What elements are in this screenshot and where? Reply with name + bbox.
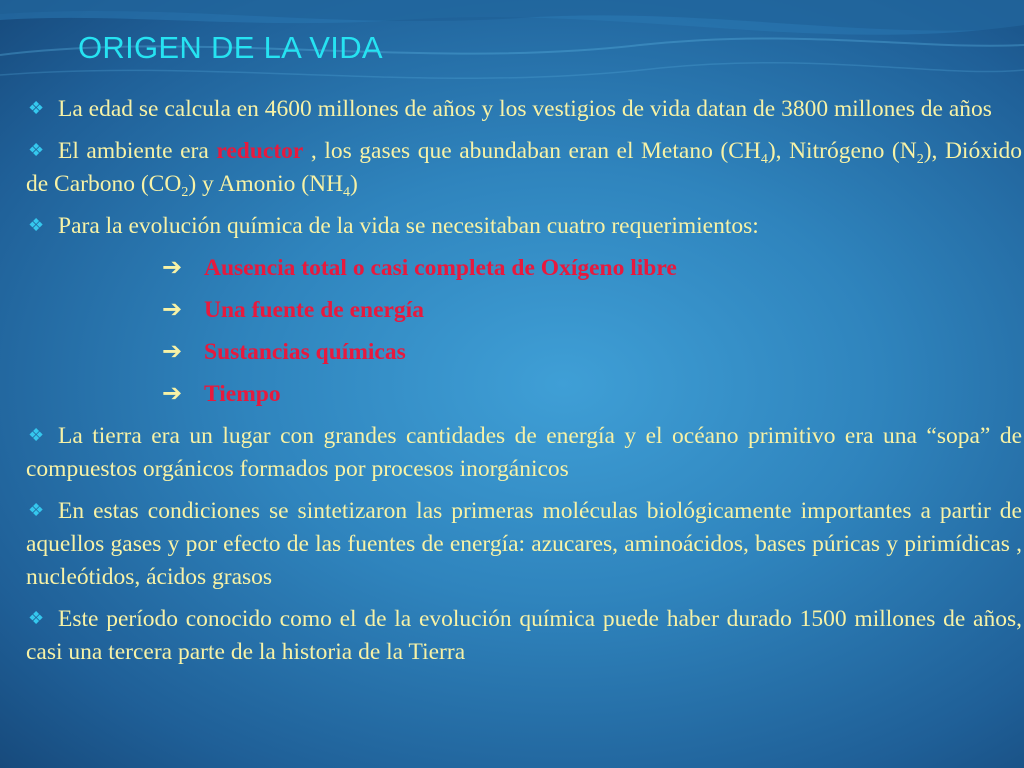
diamond-bullet-icon: ❖	[28, 98, 45, 118]
diamond-bullet-icon: ❖	[28, 608, 45, 628]
subscript: 2	[181, 185, 189, 200]
requirement-text: Tiempo	[204, 381, 281, 407]
requirement-text: Ausencia total o casi completa de Oxígeno libre	[204, 255, 677, 281]
slide-content	[26, 92, 1022, 677]
arrow-right-icon: ➔	[162, 337, 183, 365]
bullet-text: Este período conocido como el de la evolución química puede haber durado 1500 millones de años, casi una tercera parte de la historia de la Tierra	[26, 606, 1022, 665]
bullet-text: La edad se calcula en 4600 millones de años y los vestigios de vida datan de 3800 millones de años	[58, 96, 992, 122]
bullet-item	[26, 209, 1022, 243]
bullet-text: ), Nitrógeno (N	[767, 138, 917, 164]
requirement-item	[26, 377, 1022, 411]
diamond-bullet-icon: ❖	[28, 140, 45, 160]
requirement-item	[26, 293, 1022, 327]
requirement-item	[26, 335, 1022, 369]
requirement-item	[26, 251, 1022, 285]
arrow-right-icon: ➔	[162, 295, 183, 323]
bullet-text: En estas condiciones se sintetizaron las primeras moléculas biológicamente importantes a partir de aquellos gases y por efecto de las fuentes de energía: azucares, aminoácidos, bases púricas y pirimídicas , nucleótidos, ácidos grasos	[26, 498, 1022, 590]
bullet-text: , los gases que abundaban eran el Metano (CH	[303, 138, 761, 164]
diamond-bullet-icon: ❖	[28, 215, 45, 235]
diamond-bullet-icon: ❖	[28, 425, 45, 445]
bullet-item	[26, 494, 1022, 594]
bullet-text: ) y Amonio (NH	[188, 171, 344, 197]
bullet-text: )	[350, 171, 358, 197]
subscript: 4	[760, 152, 768, 167]
arrow-right-icon: ➔	[162, 379, 183, 407]
bullet-item	[26, 92, 1022, 126]
bullet-item	[26, 419, 1022, 486]
subscript: 2	[916, 152, 924, 167]
bullet-text: El ambiente era	[58, 138, 217, 164]
slide-title: ORIGEN DE LA VIDA	[78, 30, 383, 65]
highlight-word: reductor	[216, 138, 304, 164]
arrow-right-icon: ➔	[162, 253, 183, 281]
bullet-text: La tierra era un lugar con grandes cantidades de energía y el océano primitivo era una “sopa” de compuestos orgánicos formados por procesos inorgánicos	[26, 423, 1022, 482]
requirement-text: Sustancias químicas	[204, 339, 406, 365]
bullet-text: Para la evolución química de la vida se necesitaban cuatro requerimientos:	[58, 213, 759, 239]
subscript: 4	[343, 185, 351, 200]
diamond-bullet-icon: ❖	[28, 500, 45, 520]
requirement-text: Una fuente de energía	[204, 297, 424, 323]
bullet-text: ), Dióxido de Carbono (CO	[26, 138, 1022, 197]
bullet-item	[26, 134, 1022, 201]
bullet-item	[26, 602, 1022, 669]
